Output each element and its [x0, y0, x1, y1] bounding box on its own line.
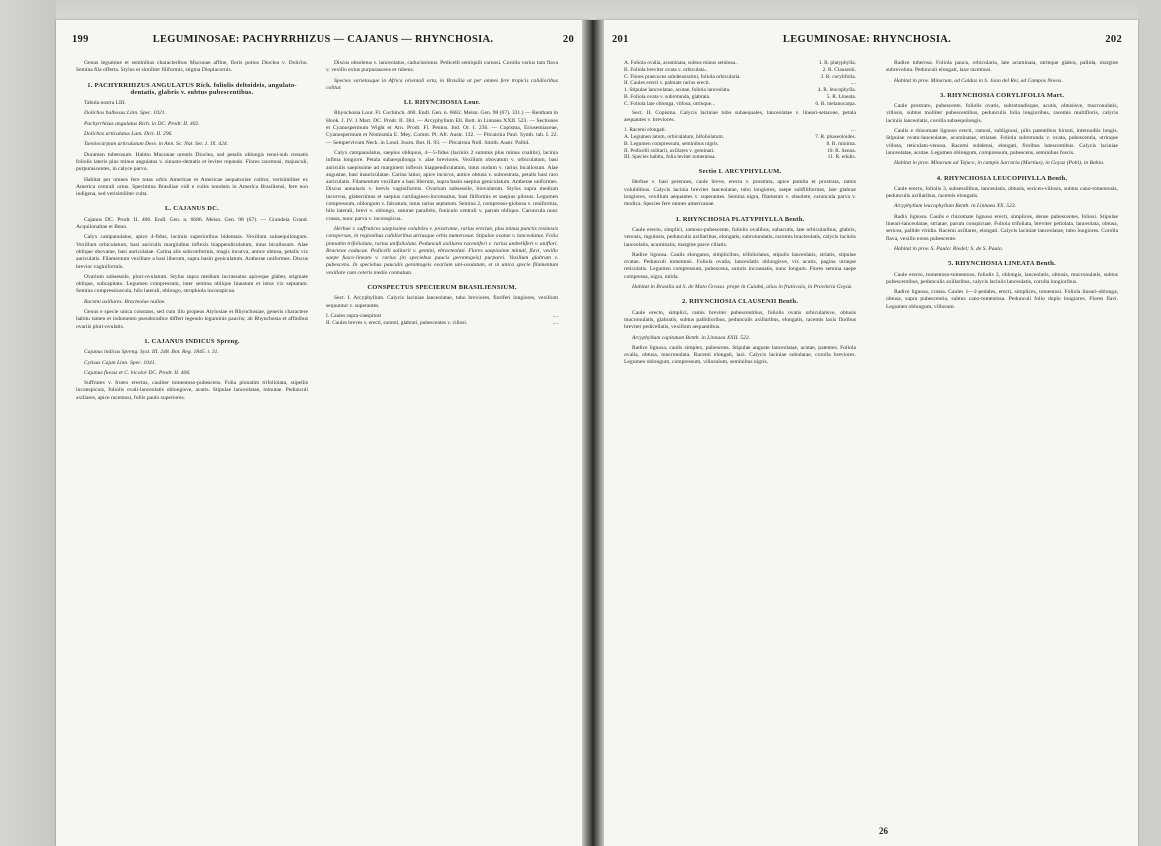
key-row: [326, 320, 558, 327]
key-row: [624, 134, 856, 141]
key-row: [624, 87, 856, 94]
key-row-result: 3. R. corylifolia.: [820, 73, 856, 80]
right-column-1: [624, 60, 856, 370]
key-row-text: A. Foliola ovalia, acuminata, subtus minus setulosa..: [624, 60, 738, 66]
key-row-result: ....: [552, 312, 558, 319]
key-row-text: 1. Racemi elongati.: [624, 127, 666, 134]
species-key: [326, 313, 558, 327]
scan-top-margin: [0, 0, 1161, 20]
key-row-result: 7. R. phaseoloides.: [815, 133, 856, 140]
italic-paragraph: Taeniocarpum articulatum Desv. in Ann. Sc. Nat. Ser. 1. IX. 424.: [84, 141, 229, 148]
body-paragraph: Calyx campanulatus, saepius obliquus, 4—5-fidus (laciniis 2 summis plus minus coalitis), lacinia infima longiore. Petala subaequilonga v. alae breviores. Vexillum obovatum v. orbiculatum, basi auriculis saepissime ad marginem inflexis biappendiculatum, intus nudum v. rarius bicallosum. Alae angustae, basi inauriculatae. Carina latior, apice incurva, antice obtusa v. subrostrata, petalis basi raro auriculatis. Filamentum vexillare a basi liberum, supra basin saepius geniculatum. Antherae uniformes. Discus annularis v. brevis vaginiformis. Ovarium subsessile, biovulatum. Stylus supra medium incurvus, glaberrimus et saepius cartilagineo-incrassatus, basi filiformis et saepius pilosus. Legumen compressum, oblongum v. falcatum, intus rarius septatum. Semina 2, compresso-globosa v. reniformia, hilo laterali, brevi v. oblongo, suturae parallelo, funiculo centrali v. parum obliquo. Caruncula nunc crassa, nunc parva v. inconspicua.: [326, 149, 558, 222]
italic-paragraph: Arcyphyllum leucophyllum Benth. in Linnaea XX. 523.: [894, 203, 1017, 210]
body-paragraph: Genus legumine et seminibus characteribus Mucunae affine, floris potius Dioclea v. Dolicho. Semina fila offerta. Stylus et similiter filiformis, stigma Dioplacornis.: [76, 60, 308, 74]
key-row: [326, 313, 558, 320]
key-row-text: I. Caules supra-caespitosi: [326, 312, 382, 319]
body-paragraph: Caule erecto, simplici, ramoso-pubescente, foliolis ovalibus, subacutis, late orbicularibus, glabris, venosis, rugulosis, pedunculis axillaribus, elongatis, subrotundatis, racemis bracteolatis, calycis laciniis lanceolatis, acuminatis, margine parce ciliatis.: [624, 226, 856, 248]
left-running-title: LEGUMINOSAE: PACHYRRHIZUS — CAJANUS — RHYNCHOSIA.: [152, 34, 494, 45]
body-paragraph: Sect. I. Arcyphyllum. Calycis laciniae lanceolatae, tubo breviores, floriferi longiores, vexillum sequuntur v. superantes.: [326, 295, 558, 309]
open-book: [56, 20, 1138, 846]
key-row: [624, 67, 856, 74]
italic-paragraph: Dolichos articulatus Lam. Dict. II. 296.: [84, 131, 173, 138]
italic-paragraph: Species varietasque in Africa orientali orta, in Brasilia ut per omnes fere tropicis calidioribus colitur.: [326, 77, 558, 91]
species-key: [624, 60, 856, 108]
body-paragraph: Calyx campanulatus, apice 4-fidus, laciniis superioribus bidentata. Vexillum subaequilongum. Vexillum orbiculatum, basi auriculis marginibus inflexis biappendiculatum, intus bicallosum. Alae oblique obovatae, basi auriculatae. Carina alis subconformis, magis incurva, antice obtusa, petalis vix auriculatis. Filamentum vexillare a basi liberum, supra basin geniculatum. Antherae uniformes. Discus brevior vaginiformis.: [76, 234, 308, 270]
key-row-result: 4. R. leucophylla.: [817, 87, 856, 94]
key-row-text: II. Caules erecti v. palmate rarius erecti.: [624, 80, 711, 87]
book-gutter: [582, 20, 604, 846]
section-heading: 1. CAJANUS INDICUS Spreng.: [144, 337, 240, 345]
italic-paragraph: Cajanus indicus Spreng. Syst. III. 248. Bot. Reg. 1845. t. 31.: [84, 349, 219, 356]
section-heading: CONSPECTUS SPECIERUM BRASILIENSIUM.: [367, 284, 517, 292]
right-column-2: [886, 60, 1118, 314]
body-paragraph: Rhynchosia Lour. Fl. Cochinch. 460. Endl. Gen. n. 6682. Meisn. Gen. 98 (67). 331.) — Bentham in Hook. J. IV. 1 Mart. DC. Prodr. II. 384. — Arcyphyllum Ell. Bott. in Linnaea XXII. 523. — Sectiones et Cyanospermum Wight et Arn. Prodr. Fl. Penins. Ind. Or. I. 236. — Copisma, Eriosemiaceae, Cyanospermum et Nomismia E. Mey. Comm. Pl. Afr. Austr. 132. — Pitcairnia Paul. Symb. tab. I. 22. — Sempervivum Neck. in Lond. Journ. Bot. II. 93. — Pitcairnia Noll. Smith. Austr. Pallid.: [326, 110, 558, 146]
species-key: [624, 127, 856, 161]
key-row-result: 2. R. Clausenii.: [822, 66, 856, 73]
key-row: [624, 154, 856, 161]
key-row-text: C. Flores praecoces subdensissimi, foliola orbicularia.: [624, 73, 741, 80]
body-paragraph: Discus obsoletus v. lanceolatus, caducissimus. Pedicelli semiquili carnosi. Corolla varius tam flava v. vexillo extus purpurascens et rubens.: [326, 60, 558, 74]
key-row-text: C. Foliola late oblonga, villosa, utrinque...: [624, 100, 716, 107]
body-paragraph: Cajanus DC. Prodr. II. 406. Endl. Gen. n. 6686. Meisn. Gen. 98 (67). — Grandeia Grand. Acquilonaltae et Benn.: [76, 216, 308, 231]
key-row: [624, 101, 856, 108]
key-row-result: 6. R. melanocarpa.: [815, 100, 856, 107]
left-page-side-number: 20: [562, 34, 574, 45]
key-row-result: ....: [850, 80, 856, 87]
right-page-number: 201: [612, 34, 629, 45]
body-paragraph: Habitat per omnes fere totas orbis Americae et Americae aequatoriae colitur, verisimiliter ex America centrali ortus. Specimina Brasiliae vidi e cultis nondum in America Brasiliensi, fere non indigena, sed verisimiliter culta.: [76, 176, 308, 198]
key-row: [624, 141, 856, 148]
right-page: [596, 20, 1138, 846]
right-page-side-number: 202: [1105, 34, 1122, 45]
key-row: [624, 60, 856, 67]
section-heading: 2. RHYNCHOSIA CLAUSENII Benth.: [681, 298, 799, 306]
body-paragraph: Caule erecto, tomentoso-tomentoso, foliolis 3, oblongis, lanceolatis, obtusis, mucronulatis, subtus pubescentibus, pedunculis axillaribus, calycis laciniis lanceolatis, corolla longioribus.: [886, 271, 1118, 285]
key-row-result: 1. R. platyphylla.: [818, 60, 856, 66]
italic-paragraph: Cytisus Cajan Linn. Spec. 1041.: [84, 359, 156, 366]
body-paragraph: Caulis e rhizomate lignoso erecti, ramosi, sublignosi, pilis patentibus hirsuti, internodiis longis. Stipulae ovato-lanceolatae, acuminatae, striatae. Foliola subrotunda v. ovata, pubescentia, utrinque villosa, reticulato-venosa. Racemi subdensi, elongati, floribus lutescentibus. Calycis laciniae lanceolatae, acutae. Legumen oblongum, compressum, pubescens, seminibus fuscis.: [886, 128, 1118, 156]
signature-mark: 26: [879, 826, 888, 836]
scan-right-margin: [1138, 0, 1161, 846]
body-paragraph: Caule prostrato, pubescente, foliolis ovatis, subrotundisque, acutis, obtusisve, mucronulatis, villosis, subtus molliter pubescentibus, pedunculis folia longioribus, racemis multifloris, calycis laciniis lanceolatis, corolla subaequilongis.: [886, 103, 1118, 124]
italic-paragraph: Habitat in prov. Minarum, ad Caldas in S. Joao del Rei, ad Campos Novos.: [894, 77, 1063, 84]
body-paragraph: Sect. II. Copisma. Calycis laciniae tubo subaequales, lanceolatae v. lineari-setaceae, petala aequantes v. breviores.: [624, 109, 856, 123]
key-row-text: B. Foliola breviter ovata v. orbiculata..: [624, 66, 708, 73]
italic-paragraph: Habitat in prov. S. Paulo: Riedel; S. de S. Paulo.: [894, 245, 1004, 252]
body-paragraph: Radix lignosa. Caulis e rhizomate lignoso erecti, simplices, dense pubescentes, foliosi. Stipulae lineari-lanceolatae, striatae, parum conspicuae. Foliola trifoliata, breviter petiolata, lanceolata, obtusa, sericea, pallide viridia. Racemi axillares, elongati. Calycis laciniae lanceolatae, tubo longiores. Corolla flava, vexillo extus pubescente.: [886, 213, 1118, 242]
section-heading: 5. RHYNCHOSIA LINEATA Benth.: [948, 260, 1056, 268]
key-row-text: B. Foliola ovata v. subrotunda, glabrata.: [624, 93, 711, 100]
key-row-text: II. Caules breves v. erecti, summi, glabrati, pubescentes v. villosi.: [326, 319, 468, 326]
key-row-result: 10. R. Senna.: [827, 147, 856, 154]
right-running-head: [612, 34, 1122, 48]
left-running-head: [72, 34, 574, 48]
left-page: [56, 20, 590, 846]
italic-paragraph: Dolichos bulbosus Linn. Spec. 1021.: [84, 110, 166, 117]
body-paragraph: Herbae v. basi perennes, caule breve, erecta v. prostrata, apice pumila et prostrata, ramis volubilibus. Calycis lacinia breviter lanceolatae, tubo longiores, saepe subfiliformes, late glabrae longiores, vexillum aequantes v. superantes. Semina nigra, filamento v. obsolete, caruncula parva v. modica. Species fere omnes americanae.: [624, 179, 856, 208]
key-row-text: A. Legumen latum, orbiculatum, bifoliolatum.: [624, 133, 725, 140]
left-column-2: [326, 60, 558, 329]
italic-paragraph: Racemi axillares. Bracteolae nullae.: [84, 298, 166, 305]
right-running-title: LEGUMINOSAE: RHYNCHOSIA.: [782, 34, 952, 45]
section-heading: LI. RHYNCHOSIA Lour.: [403, 99, 481, 107]
key-row-text: III. Species habitu, folia leviter tomentosa.: [624, 154, 716, 161]
body-paragraph: Radice lignosa, caulis simplex, pubescens. Stipulae anguste lanceolatae, acutae, patentes. Foliola ovalia, obtusa, mucronulata. Racemi elongati, laxi. Calycis laciniae subulatae, corolla breviores. Legumen oblongum, compressum, villosulum, seminibus nigris.: [624, 344, 856, 366]
body-paragraph: Tabula nostra LIII.: [84, 100, 127, 107]
key-row-result: 11. R. edulis.: [827, 154, 856, 161]
italic-paragraph: Pachyrrhizus angulatus Rich. in DC. Prodr. II. 402.: [84, 120, 200, 127]
section-heading: Sectio I. ARCYPHYLLUM.: [698, 168, 782, 176]
body-paragraph: Ovarium subsessile, pluri-ovulatum. Stylus supra medium incrassatus apiceque glaber, stigmate oblique, subcapitato. Legumen compressum, inter semina oblique lineatum et intus vix septatum. Semina compressiuscula, hilo laterali, oblongo, strophiola inconspicua.: [76, 273, 308, 295]
key-row: [624, 94, 856, 101]
body-paragraph: Duramen tuberosum. Habitu Mucunae ureutis Dioclea, sed petalis oblongis tenui-sub crenatis foliolis lateris plus minus angulatus v. sinuato-dentatis et leviter repando. Flores racemosi, majusculi, purpurascentes, in calyce parvo.: [76, 151, 308, 173]
section-heading: 3. RHYNCHOSIA CORYLIFOLIA Mart.: [939, 91, 1065, 99]
left-column-1: [76, 60, 308, 405]
italic-paragraph: Cajanus flavus et C. bicolor DC. Prodr. II. 406.: [84, 369, 191, 376]
body-paragraph: Suffrutex v. frutex erectus, cauliter tomentoso-pubescens. Folia pinnatim trifoliolata, stipellis inconspicuis, foliolis ovali-lanceolatis oblongisve, acutis. Stipulae lanceolatae, minutae. Pedunculi axillares, apice racemosi, foliis paulo superiores.: [76, 380, 308, 401]
key-row-result: 8. R. minima.: [826, 140, 856, 147]
italic-paragraph: Habitat in prov. Minarum ad Tejuco, in campis Sarraria (Martius), in Goyaz (Pohl), in Bahia.: [894, 160, 1105, 167]
key-row-result: ....: [552, 319, 558, 326]
key-row-text: II. Pedicelli solitarii, axillares v. geminati.: [624, 147, 715, 154]
section-heading: 4. RHYNCHOSIA LEUCOPHYLLA Benth.: [936, 174, 1068, 182]
key-row-result: ....: [850, 127, 856, 134]
key-row-result: 5. R. Lineata.: [826, 93, 856, 100]
italic-paragraph: Habitat in Brasilia ad S. de Mato Grosso. prope in Cuiabá, alias in fruticosis, in Provincia Goyaz.: [632, 284, 853, 291]
key-row-text: B. Legumen compressum, seminibus nigris.: [624, 140, 719, 147]
key-row-text: 1. Stipulae lanceolatae, acutae, foliola lanceolata.: [624, 87, 731, 94]
key-row: [624, 127, 856, 134]
scan-left-margin: [0, 0, 56, 846]
section-heading: L. CAJANUS DC.: [164, 205, 220, 213]
body-paragraph: Caule erecto, foliolis 3, subsessilibus, lanceolatis, obtusis, sericeo-villosis, subtus cano-tomentosis, pedunculis axillaribus, racemis elongatis.: [886, 185, 1118, 200]
body-paragraph: Genus e specie unica constans, sed cum illo propeus Atylosiae et Rhynchosiae, generis charactere habitu tamen et indumento pseudoradice differt legendo leguminis pauciis; ab Rhynchosia et affinibus ovariis pluri-ovulatis.: [76, 309, 308, 330]
italic-paragraph: Herbae v. suffrutices saepissime volubiles v. prostratae, rarius erectae, plus minus punctis resinosis conspersae, in regionibus calidioribus utriusque orbis numerosae. Stipulae ovatae v. lanceolatae. Folia pinnatim trifoliolata, rarius unifoliolata. Pedunculi axillares racemiferi v. rarius umbelliferi v. uniflori. Bracteae caducae. Pedicelli solitarii v. gemini, ebracteolati. Flores saepissime minuti, flavi, vexillo saepe fusco-lineato v. rarius (in speciebus paucis gerontogeis) purpurei. Vexillum glabrum v. pubescens. In speciebus pauculis gerontogeis ovarium uni-ovulatum, et in unica specie filamentum vexillare cum ceteris medio connatum.: [326, 225, 558, 276]
body-paragraph: Radice lignosa. Caulis elongatus, simplicibus, trifoliolatus, stipulis lanceolatis, striatis, stipulae ovatae. Pedunculi tomentosi. Foliola ovalia, lanceolatis oblongisve, vix acutis, pagina utraque reticulatis. Legumen compressum, pubescens, suturis incrassatis, nunc longum. Flores semina saepe compressa, nigra, nitida.: [624, 251, 856, 280]
left-page-number: 199: [72, 34, 89, 45]
body-paragraph: Radice lignosa, crassa. Caules 1—2-pedales, erecti, simplices, tomentosi. Foliola lineari-oblonga, obtusa, supra pubescentia, subtus cano-tomentosa. Pedunculi folio duplo longiores. Flores flavi. Legumen oblongum, villosum.: [886, 289, 1118, 310]
section-heading: 1. PACHYRRHIZUS ANGULATUS Rich. foliolis deltoideis, angulato-dentatis, glabris v. subtus pubescentibus.: [87, 81, 297, 96]
italic-paragraph: Arcyphyllum capitatum Benth. in Linnaea XXII. 523.: [632, 334, 751, 341]
body-paragraph: Radice tuberosa. Foliola pauca, orbicularia, late acuminata, utrinque glabra, pallida, margine subrevoluta. Pedunculi elongati, laxe racemosi.: [886, 60, 1118, 74]
section-heading: 1. RHYNCHOSIA PLATYPHYLLA Benth.: [675, 215, 805, 223]
key-row: [624, 74, 856, 81]
body-paragraph: Caule erecto, simplici, ramis breviter pubescentibus, foliolis ovatis orbiculatisve, obtusis mucronulatis, glabratis, subtus pallidioribus, pedunculis axillaribus, elongatis, racemis laxis floribus breviter pedicellatis, vexillum aequantibus.: [624, 309, 856, 331]
